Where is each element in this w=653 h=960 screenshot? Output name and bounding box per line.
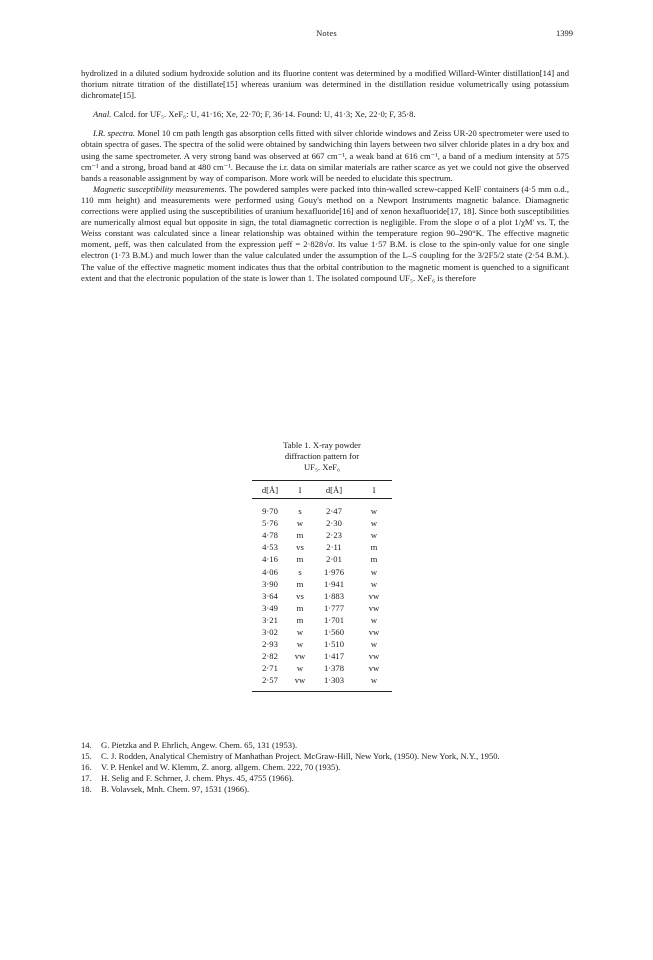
- table-body: [252, 505, 392, 686]
- cell-d2: 2·11: [326, 542, 342, 553]
- cell-d1: 3·49: [262, 602, 278, 613]
- reference-text: G. Pietzka and P. Ehrlich, Angew. Chem. 65, 131 (1953).: [101, 740, 298, 750]
- cell-d1: 4·78: [262, 530, 278, 541]
- cell-i1: w: [296, 626, 304, 637]
- cell-i1: m: [296, 554, 304, 565]
- cell-d2: 1·560: [323, 626, 345, 637]
- reference-text: B. Volavsek, Mnh. Chem. 97, 1531 (1966).: [101, 784, 250, 794]
- ir-text: Monel 10 cm path length gas absorption cells fitted with silver chloride windows and Zeiss UR-20 spectrometer were used to obtain spectra of gases. The spectra of the solid were obtained by sandwiching thin layers between two silver chloride plates in a dry box and using the same spectrometer. A very strong band was observed at 667 cm⁻¹, a weak band at 616 cm⁻¹, a band of a medium intensity at 575 cm⁻¹ and a strong, broad band at 480 cm⁻¹. Because the i.r. data on similar materials are rather scarce as yet we could not give the observed bands a reasonable assignment by way of comparison. More work will be needed to elucidate this spectrum.: [81, 128, 569, 183]
- table-row: [252, 565, 392, 577]
- header-i1: I: [298, 485, 302, 495]
- xray-table: [252, 440, 392, 692]
- paragraph-ir-spectra: [81, 128, 569, 183]
- table-caption: [252, 440, 392, 473]
- magnetic-label: Magnetic susceptibility measurements.: [93, 183, 227, 194]
- reference-number: 18.: [81, 784, 92, 794]
- cell-d2: 1·883: [323, 590, 345, 601]
- reference-text: V. P. Henkel and W. Klemm, Z. anorg. allgem. Chem. 222, 70 (1935).: [101, 762, 341, 772]
- cell-i2: m: [370, 542, 378, 553]
- paragraph-analysis: [81, 109, 569, 120]
- reference-text: H. Selig and F. Schrner, J. chem. Phys. 45, 4755 (1966).: [101, 773, 294, 783]
- table-row: [252, 638, 392, 650]
- cell-i1: m: [296, 578, 304, 589]
- cell-d2: 1·378: [323, 663, 345, 674]
- table-row: [252, 626, 392, 638]
- cell-d1: 2·82: [262, 651, 278, 662]
- cell-i1: m: [296, 602, 304, 613]
- table-row: [252, 578, 392, 590]
- table-row: [252, 590, 392, 602]
- table-row: [252, 553, 392, 565]
- cell-d1: 3·64: [262, 590, 278, 601]
- table-caption-line2: diffraction pattern for: [284, 451, 360, 461]
- table-row: [252, 602, 392, 614]
- cell-d2: 2·47: [326, 506, 342, 517]
- cell-i2: vw: [368, 626, 380, 637]
- cell-d2: 1·976: [323, 566, 345, 577]
- table-row: [252, 505, 392, 517]
- cell-d1: 2·57: [262, 675, 278, 686]
- cell-i1: vw: [294, 651, 306, 662]
- table-row: [252, 662, 392, 674]
- table-header-rule: [252, 498, 392, 499]
- reference-item: [81, 751, 569, 762]
- paragraph-magnetic: [81, 184, 569, 284]
- cell-d2: 2·23: [326, 530, 342, 541]
- cell-d1: 3·90: [262, 578, 278, 589]
- cell-i2: w: [370, 614, 378, 625]
- reference-text: C. J. Rodden, Analytical Chemistry of Manhathan Project. McGraw-Hill, New York, (1950). New York, N.Y., 1950.: [101, 751, 500, 761]
- cell-i1: w: [296, 639, 304, 650]
- body-text: [81, 68, 569, 284]
- reference-item: [81, 740, 569, 751]
- cell-i2: w: [370, 578, 378, 589]
- reference-number: 15.: [81, 751, 92, 761]
- cell-i2: m: [370, 554, 378, 565]
- page-number: 1399: [556, 28, 573, 38]
- cell-i1: vw: [294, 675, 306, 686]
- reference-number: 16.: [81, 762, 92, 772]
- cell-i1: m: [296, 530, 304, 541]
- table-row: [252, 529, 392, 541]
- cell-i2: vw: [368, 651, 380, 662]
- table-row: [252, 614, 392, 626]
- cell-d2: 1·417: [323, 651, 345, 662]
- cell-d2: 1·777: [323, 602, 345, 613]
- cell-d2: 1·303: [323, 675, 345, 686]
- cell-d1: 4·06: [262, 566, 278, 577]
- cell-d2: 2·01: [326, 554, 342, 565]
- cell-i2: vw: [368, 663, 380, 674]
- reference-item: [81, 762, 569, 773]
- reference-item: [81, 784, 569, 795]
- analysis-text: Calcd. for UF₅. XeF₆: U, 41·16; Xe, 22·70; F, 36·14. Found: U, 41·3; Xe, 22·0; F, 35·8.: [113, 109, 416, 120]
- ir-label: I.R. spectra.: [93, 128, 136, 139]
- references: [81, 740, 569, 795]
- cell-i2: w: [370, 506, 378, 517]
- cell-d1: 5·76: [262, 518, 278, 529]
- analysis-label: Anal.: [93, 109, 112, 120]
- cell-i1: m: [296, 614, 304, 625]
- cell-i1: vs: [296, 590, 304, 601]
- cell-d1: 9·70: [262, 506, 278, 517]
- cell-i2: vw: [368, 602, 380, 613]
- cell-i2: w: [370, 530, 378, 541]
- table-caption-line1: Table 1. X-ray powder: [283, 440, 361, 450]
- table-row: [252, 517, 392, 529]
- cell-i2: w: [370, 675, 378, 686]
- cell-i1: w: [296, 518, 304, 529]
- cell-d2: 1·510: [323, 639, 345, 650]
- cell-i2: w: [370, 566, 378, 577]
- running-head: [0, 28, 653, 42]
- cell-d1: 3·02: [262, 626, 278, 637]
- cell-i1: s: [298, 506, 302, 517]
- table-row: [252, 650, 392, 662]
- table-row: [252, 541, 392, 553]
- cell-d1: 3·21: [262, 614, 278, 625]
- table-caption-line3: UF₅. XeF₆: [303, 462, 341, 472]
- header-i2: I: [372, 485, 376, 495]
- paragraph-hydrolysis: hydrolized in a diluted sodium hydroxide solution and its fluorine content was determined by a modified Willard-Winter distillation[14] and thorium nitrate titration of the distillate[15] whereas uranium was determined in the distillation residue volumetrically using potassium dichromate[15].: [81, 68, 569, 101]
- cell-i1: s: [298, 566, 302, 577]
- reference-number: 17.: [81, 773, 92, 783]
- cell-d1: 2·71: [262, 663, 278, 674]
- running-title: Notes: [316, 28, 337, 38]
- cell-d1: 4·16: [262, 554, 278, 565]
- header-d1: d[Å]: [261, 485, 279, 495]
- cell-d2: 1·701: [323, 614, 345, 625]
- cell-i2: w: [370, 639, 378, 650]
- cell-d1: 2·93: [262, 639, 278, 650]
- header-d2: d[Å]: [325, 485, 343, 495]
- cell-d1: 4·53: [262, 542, 278, 553]
- cell-i2: vw: [368, 590, 380, 601]
- magnetic-text: The powdered samples were packed into thin-walled screw-capped KelF containers (4·5 mm o.d., 110 mm height) and measurements were performed using Gouy's method on a Newport Instruments magnetic balance. Diamagnetic corrections were applied using the susceptibilities of uranium hexafluoride[16] and of xenon hexafluoride[17, 18]. Since both susceptibilities are numerically almost equal but opposite in sign, the total diamagnetic correction is negligible. From the slope σ of a plot 1/χM' vs. T, the Weiss constant was calculated since a linear relationship was obtained within the temperature region 90–290°K. The effective magnetic moment, μeff, was then calculated from the expression μeff = 2·828√σ. Its value 1·57 B.M. is close to the spin-only value for one single electron (1·73 B.M.) and much lower than the value calculated under the assumption of the L–S coupling for the 3/2F5/2 state (2·54 B.M.). The value of the effective magnetic moment indicates thus that the orbital contribution to the magnetic moment is quenched to a significant extent and that the electronic population of the state is lower than 1. The isolated compound UF₅. XeF₆ is therefore: [81, 183, 569, 283]
- table-bottom-rule: [252, 691, 392, 692]
- table-header-row: [252, 481, 392, 498]
- cell-d2: 2·30: [326, 518, 342, 529]
- cell-i1: vs: [296, 542, 304, 553]
- reference-item: [81, 773, 569, 784]
- reference-number: 14.: [81, 740, 92, 750]
- cell-d2: 1·941: [323, 578, 345, 589]
- cell-i2: w: [370, 518, 378, 529]
- table-row: [252, 674, 392, 686]
- cell-i1: w: [296, 663, 304, 674]
